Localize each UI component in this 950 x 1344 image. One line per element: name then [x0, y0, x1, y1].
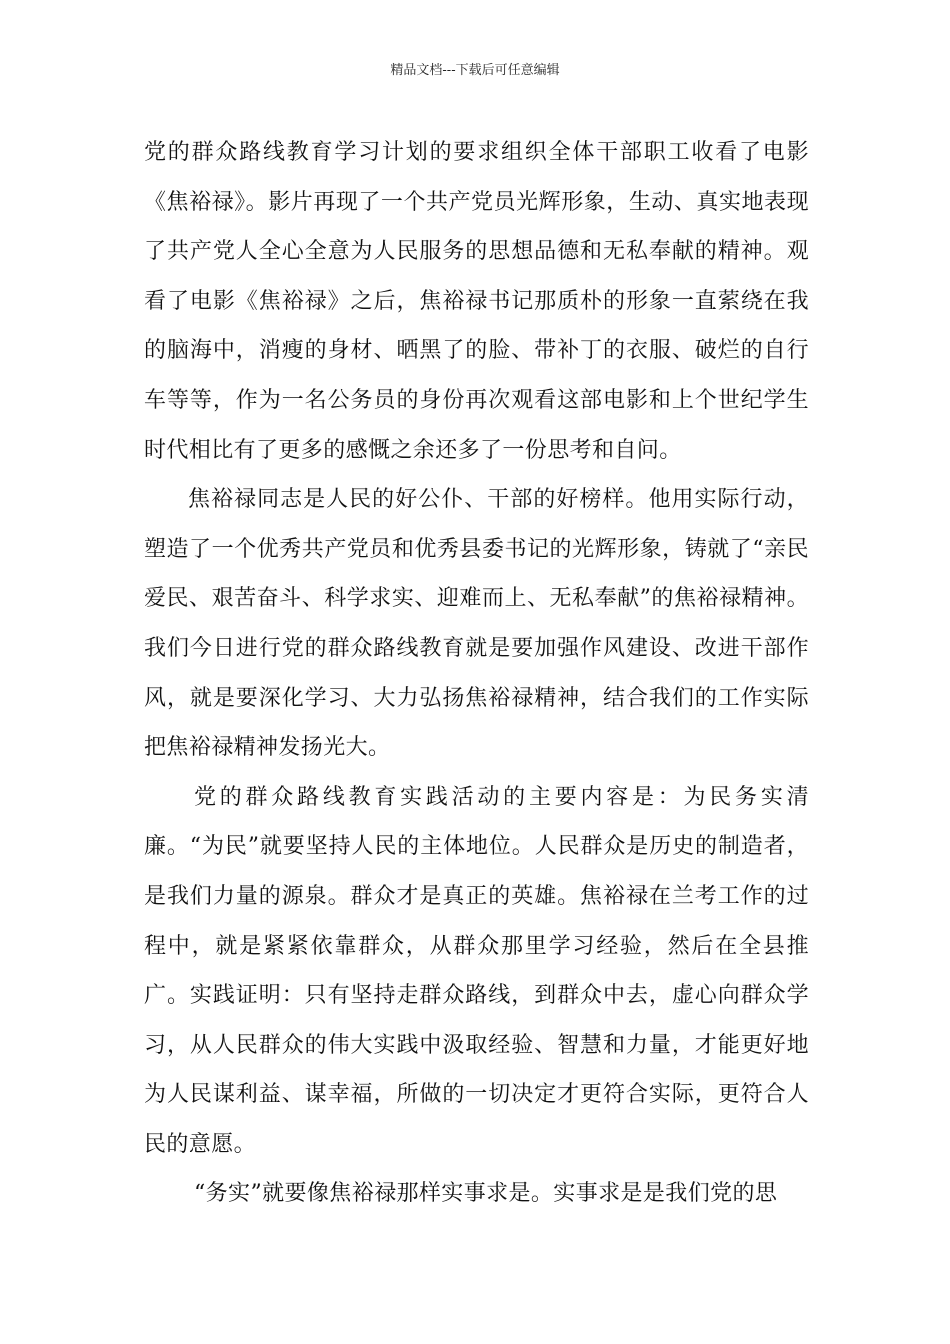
- paragraph-3: 党的群众路线教育实践活动的主要内容是：为民务实清廉。“为民”就要坚持人民的主体地位。人民群众是历史的制造者，是我们力量的源泉。群众才是真正的英雄。焦裕禄在兰考工作的过程中，就是紧紧依靠群众，从群众那里学习经验，然后在全县推广。实践证明：只有坚持走群众路线，到群众中去，虚心向群众学习，从人民群众的伟大实践中汲取经验、智慧和力量，才能更好地为人民谋利益、谋幸福，所做的一切决定才更符合实际，更符合人民的意愿。: [144, 784, 809, 1157]
- paragraph-4: “务实”就要像焦裕禄那样实事求是。实事求是是我们党的思: [194, 1181, 778, 1207]
- paragraph-1: 党的群众路线教育学习计划的要求组织全体干部职工收看了电影《焦裕禄》。影片再现了一个共产党员光辉形象，生动、真实地表现了共产党人全心全意为人民服务的思想品德和无私奉献的精神。观看了电影《焦裕禄》之后，焦裕禄书记那质朴的形象一直萦绕在我的脑海中，消瘦的身材、晒黑了的脸、带补丁的衣服、破烂的自行车等等，作为一名公务员的身份再次观看这部电影和上个世纪学生时代相比有了更多的感慨之余还多了一份思考和自问。: [144, 140, 809, 463]
- page-header: 精品文档---下载后可任意编辑: [390, 63, 560, 78]
- document-body: [144, 128, 809, 1219]
- paragraph-2: 焦裕禄同志是人民的好公仆、干部的好榜样。他用实际行动，塑造了一个优秀共产党员和优秀县委书记的光辉形象，铸就了“亲民爱民、艰苦奋斗、科学求实、迎难而上、无私奉献”的焦裕禄精神。我们今日进行党的群众路线教育就是要加强作风建设、改进干部作风，就是要深化学习、大力弘扬焦裕禄精神，结合我们的工作实际把焦裕禄精神发扬光大。: [144, 487, 809, 761]
